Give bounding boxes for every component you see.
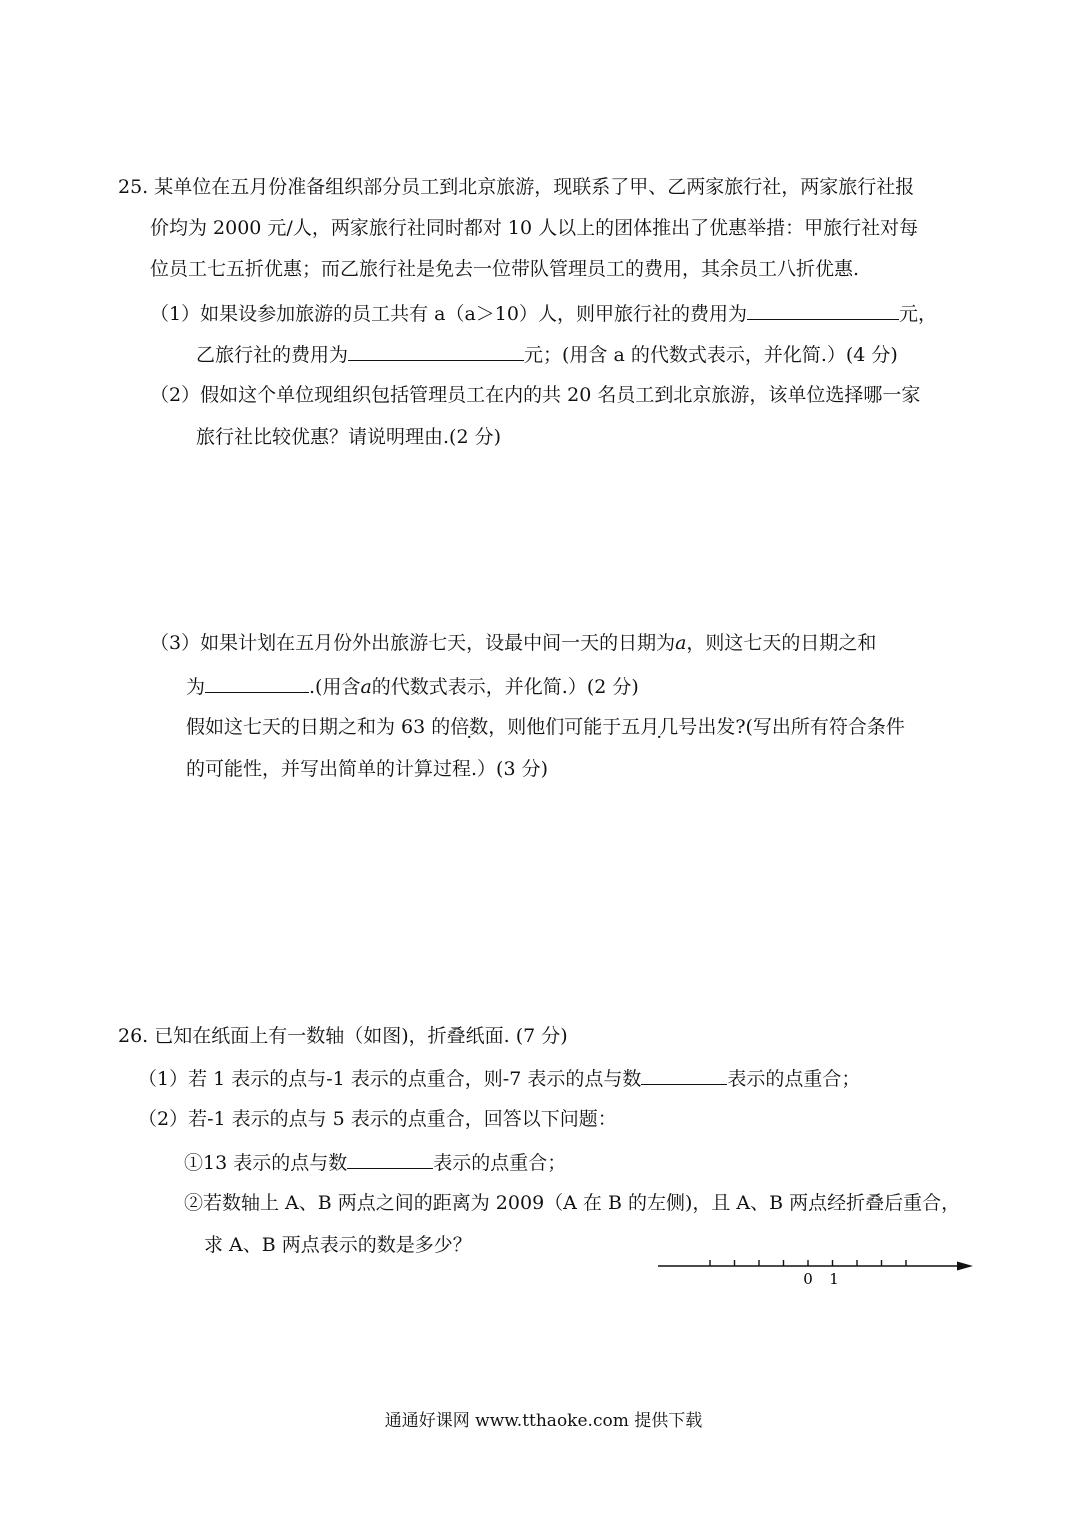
q25-part3-text-3: 为 [186, 676, 206, 698]
answer-blank[interactable] [747, 299, 899, 320]
answer-blank[interactable] [641, 1064, 727, 1085]
q25-part3-line-2 [186, 672, 639, 700]
number-axis-figure [655, 1253, 980, 1293]
q25-intro-line-3: 位员工七五折优惠；而乙旅行社是免去一位带队管理员工的费用，其余员工八折优惠. [150, 258, 860, 280]
q26-part1-text-2: 表示的点重合； [727, 1068, 861, 1090]
emphasis-text: 五月几号 [621, 716, 698, 738]
q25-part1-text-2: 乙旅行社的费用为 [196, 344, 349, 366]
q25-part1-line-1 [150, 299, 937, 327]
q26-part1 [138, 1064, 860, 1092]
q26-part2-sub2-line-1: ②若数轴上 A、B 两点之间的距离为 2009（A 在 B 的左侧)，且 A、B 两点经折叠后重合， [184, 1192, 961, 1214]
q26-part2-sub1-text-2: 表示的点重合； [433, 1152, 567, 1174]
answer-blank[interactable] [347, 1148, 433, 1169]
page-footer: 通通好课网 www.tthaoke.com 提供下载 [384, 1411, 703, 1431]
answer-blank[interactable] [348, 340, 524, 361]
q25-part3-text-6: 假如这七天的日期之和为 63 的 [186, 716, 451, 738]
q25-intro-line-2: 价均为 2000 元/人，两家旅行社同时都对 10 人以上的团体推出了优惠举措：甲旅行社对每 [150, 217, 919, 239]
axis-arrow-icon [957, 1262, 973, 1271]
q25-part3-text-7: ，则他们可能于 [488, 716, 622, 738]
q25-part3-line-3 [186, 714, 905, 740]
q26-part2-sub1 [184, 1148, 566, 1176]
q25-part1-line-2 [196, 340, 898, 368]
q25-part2-line-1: （2）假如这个单位现组织包括管理员工在内的共 20 名员工到北京旅游，该单位选择哪一家 [150, 384, 921, 406]
q26-part2-sub1-text: ①13 表示的点与数 [184, 1152, 348, 1174]
axis-label-one: 1 [829, 1270, 839, 1288]
answer-blank[interactable] [205, 672, 309, 693]
q25-part3-text-4: .(用含 [309, 676, 361, 698]
q25-intro-line-1: 25. 某单位在五月份准备组织部分员工到北京旅游，现联系了甲、乙两家旅行社，两家旅行社报 [118, 176, 915, 198]
axis-label-zero: 0 [803, 1270, 813, 1288]
q25-part3-text-8: 出发?(写出所有符合条件 [697, 716, 905, 738]
q26-part2: （2）若-1 表示的点与 5 表示的点重合，回答以下问题： [138, 1108, 617, 1130]
q25-part1-unit: 元， [898, 303, 937, 325]
q26-intro: 26. 已知在纸面上有一数轴（如图)，折叠纸面. (7 分) [118, 1025, 568, 1047]
variable-a: a [360, 676, 372, 698]
q25-part3-text: （3）如果计划在五月份外出旅游七天，设最中间一天的日期为 [150, 632, 676, 654]
q25-part2-line-2: 旅行社比较优惠？请说明理由.(2 分) [196, 426, 501, 448]
q25-part1-text-3: 元；(用含 a 的代数式表示，并化简.）(4 分) [524, 344, 898, 366]
q25-part3-line-4: 的可能性，并写出简单的计算过程.）(3 分) [186, 758, 548, 780]
q26-part2-sub2-line-2: 求 A、B 两点表示的数是多少？ [204, 1234, 472, 1256]
q25-part3-line-1 [150, 630, 876, 656]
q25-part3-text-5: 的代数式表示，并化简.）(2 分) [371, 676, 639, 698]
emphasis-text: 倍数 [450, 716, 489, 738]
axis-ticks [710, 1260, 906, 1266]
q25-part1-text: （1）如果设参加旅游的员工共有 a（a＞10）人，则甲旅行社的费用为 [150, 303, 747, 325]
variable-a: a [675, 632, 687, 654]
q26-part1-text: （1）若 1 表示的点与-1 表示的点重合，则-7 表示的点与数 [138, 1068, 642, 1090]
q25-part3-text-2: ，则这七天的日期之和 [686, 632, 877, 654]
